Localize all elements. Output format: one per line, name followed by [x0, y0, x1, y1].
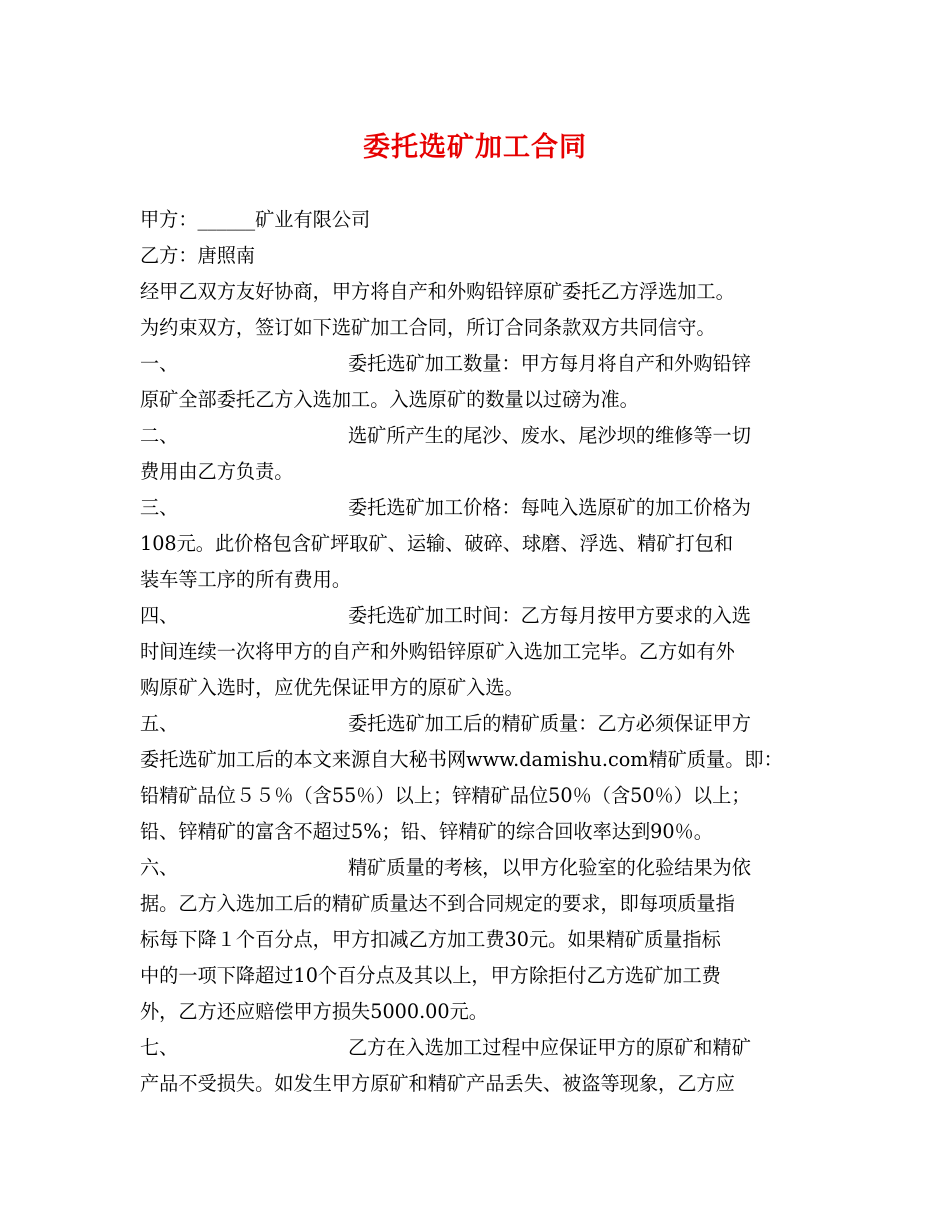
party-a-line: 甲方：______矿业有限公司 — [140, 208, 371, 231]
clause-7-text: 产品不受损失。如发生甲方原矿和精矿产品丢失、被盗等现象，乙方应 — [140, 1072, 735, 1095]
clause-5-text: 铅精矿品位５５％（含55％）以上；锌精矿品位50％（含50％）以上； — [140, 784, 751, 807]
clause-text: 乙方在入选加工过程中应保证甲方的原矿和精矿 — [348, 1036, 751, 1059]
clause-1-text: 原矿全部委托乙方入选加工。入选原矿的数量以过磅为准。 — [140, 388, 639, 411]
clause-text: 精矿质量的考核，以甲方化验室的化验结果为依 — [348, 856, 751, 879]
clause-number: 五、 — [140, 712, 179, 735]
document-body — [140, 202, 816, 1102]
clause-text: 委托选矿加工时间：乙方每月按甲方要求的入选 — [348, 604, 751, 627]
party-b-line: 乙方：唐照南 — [140, 244, 256, 267]
clause-text: 委托选矿加工价格：每吨入选原矿的加工价格为 — [348, 496, 751, 519]
intro-line: 为约束双方，签订如下选矿加工合同，所订合同条款双方共同信守。 — [140, 316, 716, 339]
clause-4-heading — [140, 598, 816, 634]
clause-5-text: 铅、锌精矿的富含不超过5%；铅、锌精矿的综合回收率达到90％。 — [140, 820, 713, 843]
clause-1-heading — [140, 346, 816, 382]
clause-6-text: 外，乙方还应赔偿甲方损失5000.00元。 — [140, 1000, 488, 1023]
clause-number: 六、 — [140, 856, 179, 879]
clause-2-text: 费用由乙方负责。 — [140, 460, 294, 483]
clause-6-text: 据。乙方入选加工后的精矿质量达不到合同规定的要求，即每项质量指 — [140, 892, 735, 915]
clause-6-heading — [140, 850, 816, 886]
clause-number: 二、 — [140, 424, 179, 447]
clause-3-text: 装车等工序的所有费用。 — [140, 568, 352, 591]
clause-5-heading — [140, 706, 816, 742]
clause-4-text: 购原矿入选时，应优先保证甲方的原矿入选。 — [140, 676, 524, 699]
clause-number: 三、 — [140, 496, 179, 519]
clause-number: 一、 — [140, 352, 179, 375]
clause-2-heading — [140, 418, 816, 454]
clause-text: 选矿所产生的尾沙、废水、尾沙坝的维修等一切 — [348, 424, 751, 447]
intro-line: 经甲乙双方友好协商，甲方将自产和外购铅锌原矿委托乙方浮选加工。 — [140, 280, 735, 303]
clause-6-text: 中的一项下降超过10个百分点及其以上，甲方除拒付乙方选矿加工费 — [140, 964, 721, 987]
clause-number: 七、 — [140, 1036, 179, 1059]
clause-7-heading — [140, 1030, 816, 1066]
document-title: 委托选矿加工合同 — [363, 132, 587, 163]
clause-4-text: 时间连续一次将甲方的自产和外购铅锌原矿入选加工完毕。乙方如有外 — [140, 640, 735, 663]
clause-5-text: 委托选矿加工后的本文来源自大秘书网www.damishu.com精矿质量。即： — [140, 748, 783, 771]
clause-3-heading — [140, 490, 816, 526]
clause-3-text: 108元。此价格包含矿坪取矿、运输、破碎、球磨、浮选、精矿打包和 — [140, 532, 734, 555]
clause-text: 委托选矿加工数量：甲方每月将自产和外购铅锌 — [348, 352, 751, 375]
clause-text: 委托选矿加工后的精矿质量：乙方必须保证甲方 — [348, 712, 751, 735]
clause-6-text: 标每下降１个百分点，甲方扣减乙方加工费30元。如果精矿质量指标 — [140, 928, 721, 951]
clause-number: 四、 — [140, 604, 179, 627]
